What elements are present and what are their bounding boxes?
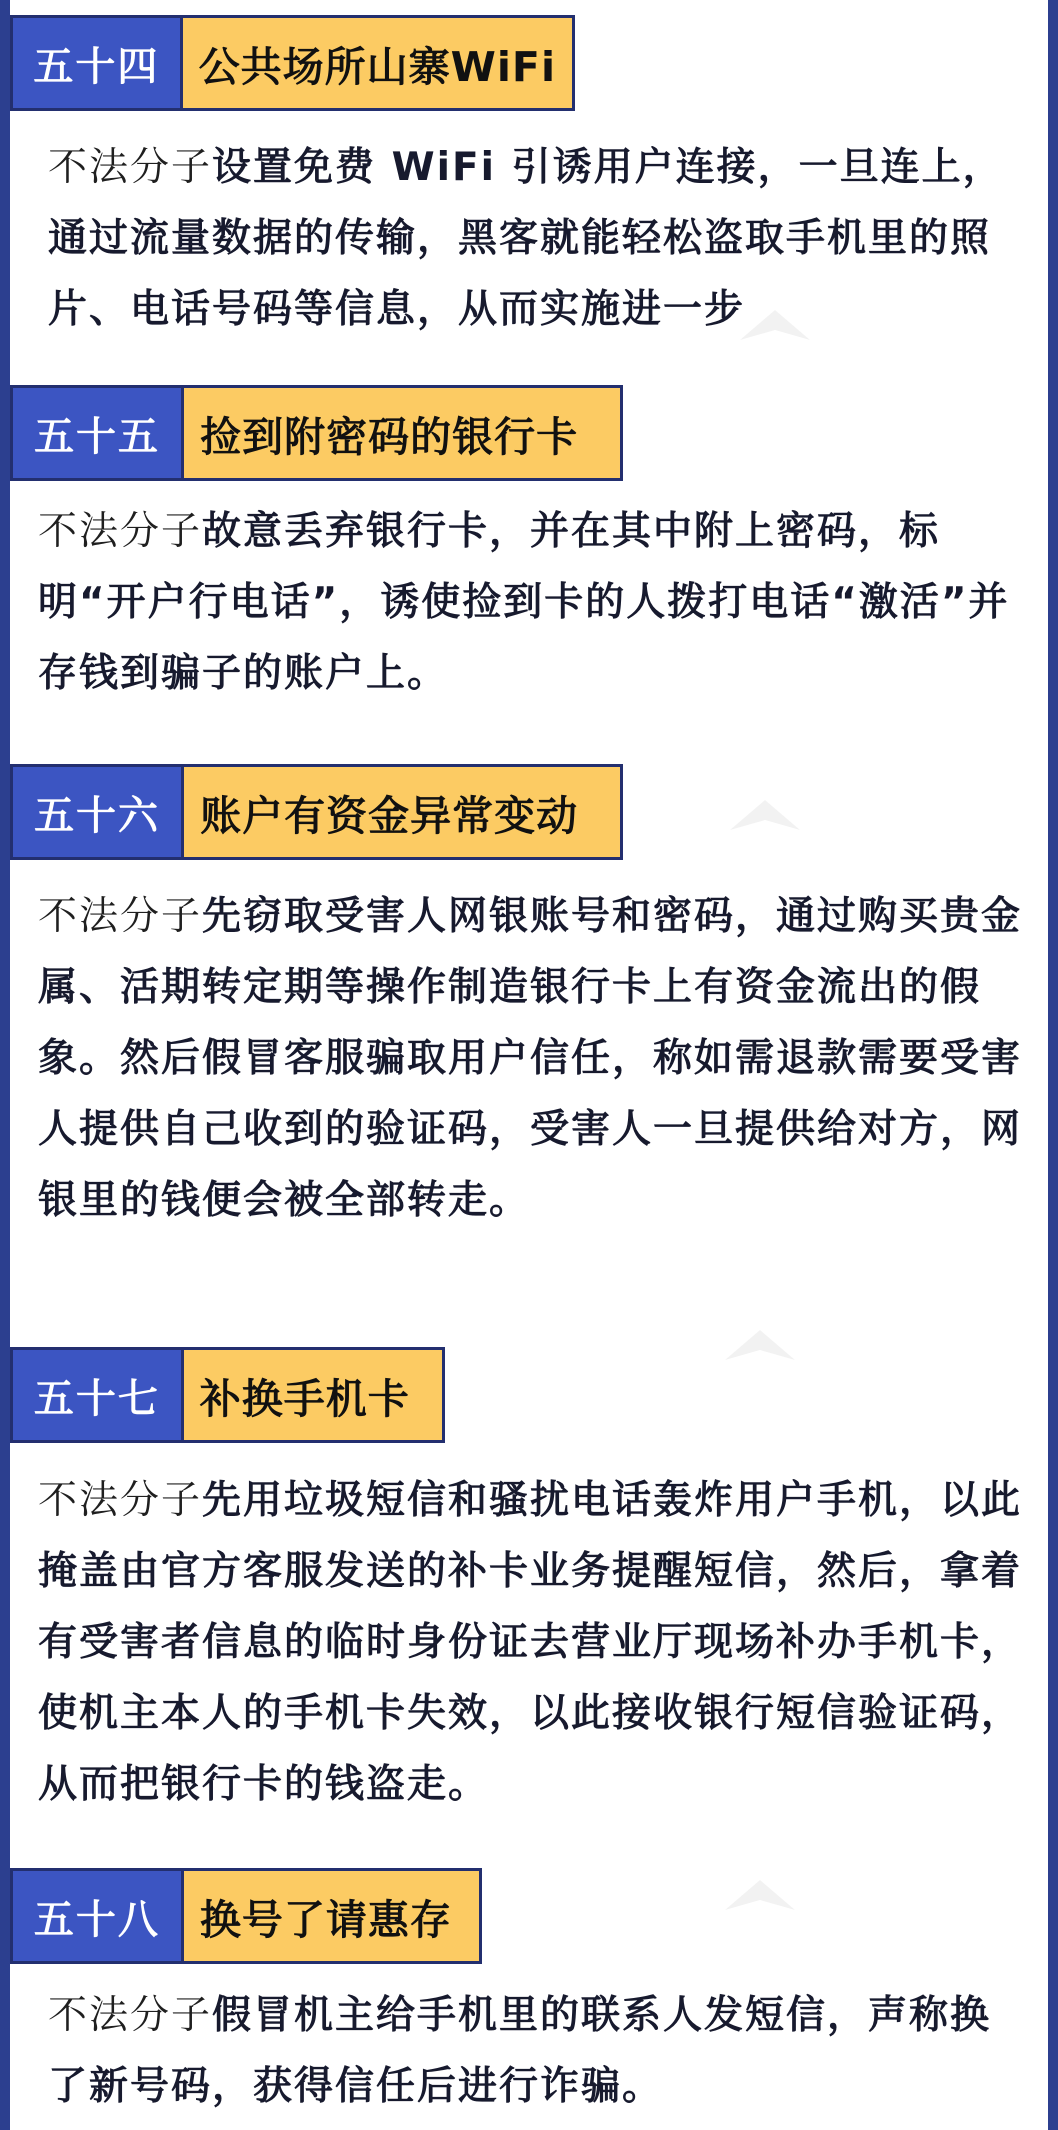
section-header — [10, 764, 623, 860]
section-number: 五十四 — [13, 18, 183, 108]
section-title: 捡到附密码的银行卡 — [184, 388, 620, 478]
section-title: 公共场所山寨WiFi — [183, 18, 572, 108]
section-body — [38, 1465, 1043, 1820]
watermark-icon — [730, 300, 820, 360]
section-text: 先用垃圾短信和骚扰电话轰炸用户手机，以此掩盖由官方客服发送的补卡业务提醒短信，然后，拿着有受害者信息的临时身份证去营业厅现场补办手机卡，使机主本人的手机卡失效，以此接收银行短信验证码，从而把银行卡的钱盗走。 — [38, 1478, 1023, 1807]
watermark-icon — [715, 1320, 805, 1380]
section-body — [48, 132, 1008, 345]
section-lead: 不法分子 — [38, 1478, 203, 1523]
section-text: 先窃取受害人网银账号和密码，通过购买贵金属、活期转定期等操作制造银行卡上有资金流出的假象。然后假冒客服骗取用户信任，称如需退款需要受害人提供自己收到的验证码，受害人一旦提供给对方，网银里的钱便会被全部转走。 — [38, 894, 1023, 1223]
section-title: 补换手机卡 — [184, 1350, 442, 1440]
section-header — [10, 1868, 482, 1964]
section-number: 五十八 — [13, 1871, 184, 1961]
watermark-icon — [715, 1870, 805, 1930]
section-header — [10, 385, 623, 481]
section-lead: 不法分子 — [38, 509, 203, 554]
section-lead: 不法分子 — [48, 145, 213, 190]
section-lead: 不法分子 — [38, 894, 203, 939]
section-number: 五十七 — [13, 1350, 184, 1440]
section-lead: 不法分子 — [48, 1993, 213, 2038]
section-body — [38, 496, 1028, 709]
section-title: 账户有资金异常变动 — [184, 767, 620, 857]
section-text: 设置免费 WiFi 引诱用户连接，一旦连上，通过流量数据的传输，黑客就能轻松盗取手机里的照片、电话号码等信息，从而实施进一步 — [48, 145, 1004, 332]
watermark-icon — [720, 790, 810, 850]
section-header — [10, 1347, 445, 1443]
section-title: 换号了请惠存 — [184, 1871, 479, 1961]
section-body — [48, 1980, 1008, 2122]
section-number: 五十五 — [13, 388, 184, 478]
section-number: 五十六 — [13, 767, 184, 857]
section-text: 假冒机主给手机里的联系人发短信，声称换了新号码，获得信任后进行诈骗。 — [48, 1993, 992, 2109]
section-text: 故意丢弃银行卡，并在其中附上密码，标明“开户行电话”，诱使捡到卡的人拨打电话“激活”并存钱到骗子的账户上。 — [38, 509, 1010, 696]
section-body — [38, 881, 1028, 1236]
section-header — [10, 15, 575, 111]
